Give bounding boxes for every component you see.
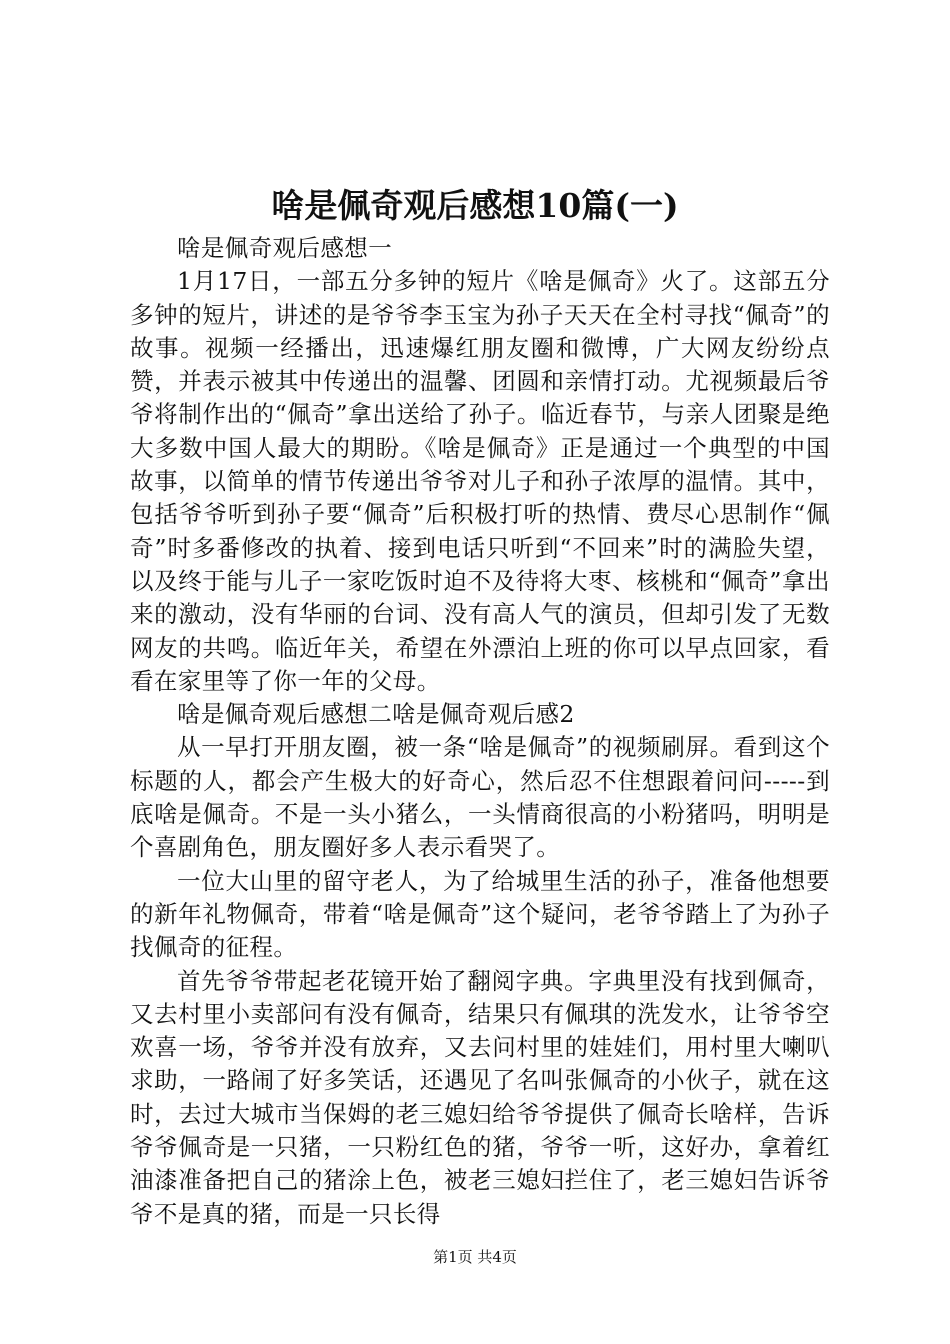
- paragraph: 从一早打开朋友圈，被一条“啥是佩奇”的视频刷屏。看到这个标题的人，都会产生极大的好奇心，然后忍不住想跟着问问-----到底啥是佩奇。不是一头小猪么，一头情商很高的小粉猪吗，明明是个喜剧角色，朋友圈好多人表示看哭了。: [130, 733, 830, 862]
- section-heading: 啥是佩奇观后感想二啥是佩奇观后感2: [177, 700, 575, 729]
- paragraph: 1月17日，一部五分多钟的短片《啥是佩奇》火了。这部五分多钟的短片，讲述的是爷爷李玉宝为孙子天天在全村寻找“佩奇”的故事。视频一经播出，迅速爆红朋友圈和微博，广大网友纷纷点赞，并表示被其中传递出的温馨、团圆和亲情打动。尤视频最后爷爷将制作出的“佩奇”拿出送给了孙子。临近春节，与亲人团聚是绝大多数中国人最大的期盼。《啥是佩奇》正是通过一个典型的中国故事，以简单的情节传递出爷爷对儿子和孙子浓厚的温情。其中，包括爷爷听到孙子要“佩奇”后积极打听的热情、费尽心思制作“佩奇”时多番修改的执着、接到电话只听到“不回来”时的满脸失望，以及终于能与儿子一家吃饭时迫不及待将大枣、核桃和“佩奇”拿出来的激动，没有华丽的台词、没有高人气的演员，但却引发了无数网友的共鸣。临近年关，希望在外漂泊上班的你可以早点回家，看看在家里等了你一年的父母。: [130, 267, 830, 695]
- paragraph: 一位大山里的留守老人，为了给城里生活的孙子，准备他想要的新年礼物佩奇，带着“啥是佩奇”这个疑问，老爷爷踏上了为孙子找佩奇的征程。: [130, 866, 830, 962]
- document-body: [130, 232, 830, 1231]
- page-number-footer: 第1页 共4页: [433, 1248, 517, 1266]
- paragraph: 首先爷爷带起老花镜开始了翻阅字典。字典里没有找到佩奇，又去村里小卖部问有没有佩奇，结果只有佩琪的洗发水，让爷爷空欢喜一场，爷爷并没有放弃，又去问村里的娃娃们，用村里大喇叭求助，一路闹了好多笑话，还遇见了名叫张佩奇的小伙子，就在这时，去过大城市当保姆的老三媳妇给爷爷提供了佩奇长啥样，告诉爷爷佩奇是一只猪，一只粉红色的猪，爷爷一听，这好办，拿着红油漆准备把自己的猪涂上色，被老三媳妇拦住了，老三媳妇告诉爷爷不是真的猪，而是一只长得: [130, 966, 830, 1228]
- document-title: 啥是佩奇观后感想10篇(一): [271, 186, 679, 225]
- section-heading: 啥是佩奇观后感想一: [177, 234, 393, 262]
